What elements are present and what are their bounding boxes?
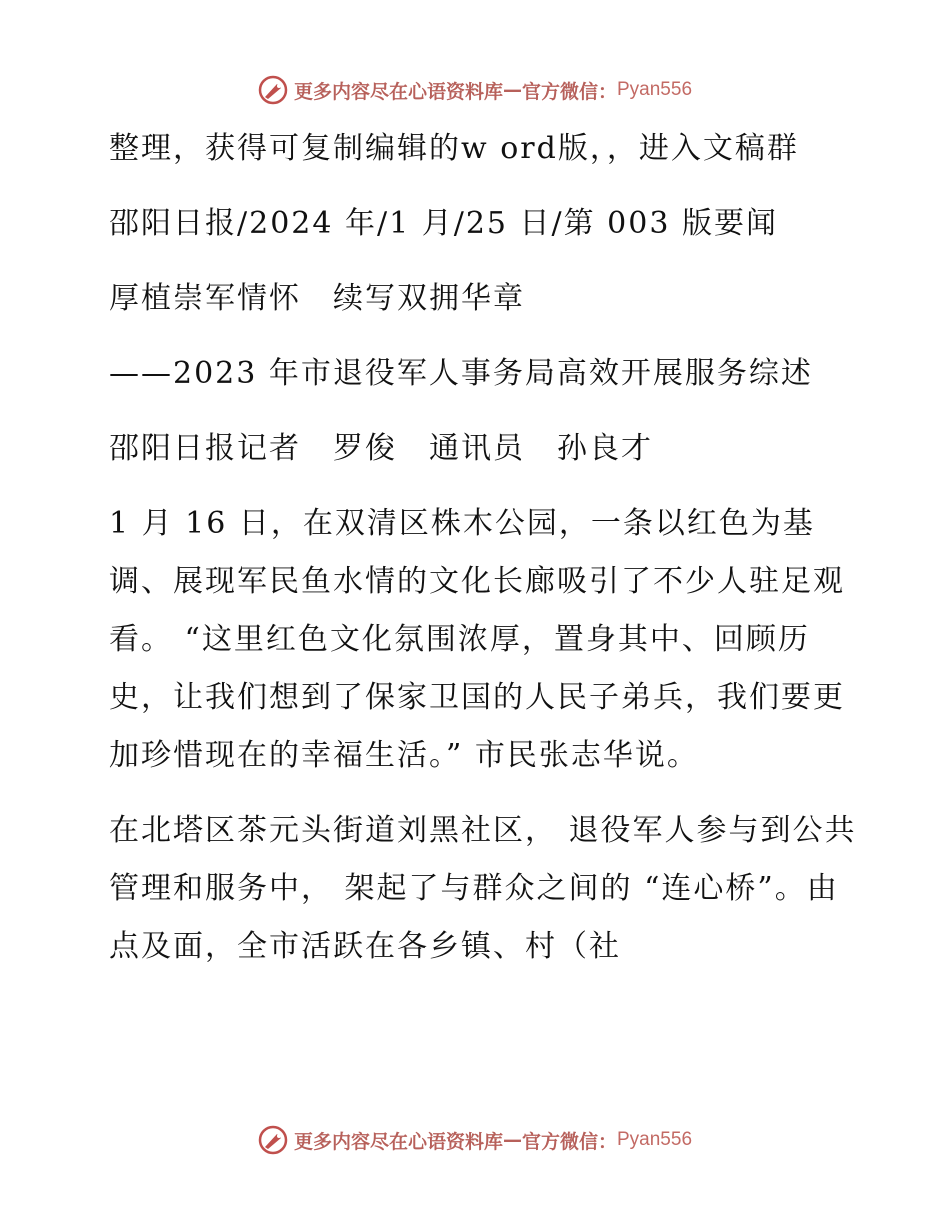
article-title: 厚植崇军情怀 续写双拥华章	[109, 281, 525, 316]
banner-dash: —	[502, 1129, 522, 1151]
document-body	[97, 120, 857, 993]
header-watermark-banner	[0, 70, 950, 110]
byline: 邵阳日报记者 罗俊 通讯员 孙良才	[109, 431, 653, 466]
intro-paragraph: 整理，获得可复制编辑的w ord版，，进入文稿群	[109, 131, 799, 166]
source-line: 邵阳日报/2024 年/1 月/25 日/第 003 版要闻	[109, 206, 778, 241]
banner-site-name: 更多内容尽在心语资料库	[293, 80, 503, 103]
banner-site-name: 更多内容尽在心语资料库	[293, 1130, 503, 1153]
article-subtitle: ——2023 年市退役军人事务局高效开展服务综述	[109, 356, 813, 391]
body-paragraph: 在北塔区茶元头街道刘黑社区， 退役军人参与到公共管理和服务中， 架起了与群众之间的 “连心桥”。由点及面，全市活跃在各乡镇、村（社	[109, 813, 857, 964]
banner-wechat-id: Pyan556	[617, 79, 693, 100]
pen-nib-logo-icon	[258, 75, 288, 105]
pen-nib-logo-icon	[258, 1125, 288, 1155]
body-paragraph: 1 月 16 日，在双清区株木公园，一条以红色为基调、展现军民鱼水情的文化长廊吸引了不少人驻足观看。 “这里红色文化氛围浓厚，置身其中、回顾历史，让我们想到了保家卫国的人民子弟兵，我们要更加珍惜现在的幸福生活。” 市民张志华说。	[109, 506, 845, 773]
banner-wechat-label: 官方微信：	[521, 1130, 617, 1153]
footer-watermark-banner	[0, 1120, 950, 1160]
banner-wechat-label: 官方微信：	[521, 80, 617, 103]
banner-wechat-id: Pyan556	[617, 1129, 693, 1150]
banner-dash: —	[502, 79, 522, 101]
